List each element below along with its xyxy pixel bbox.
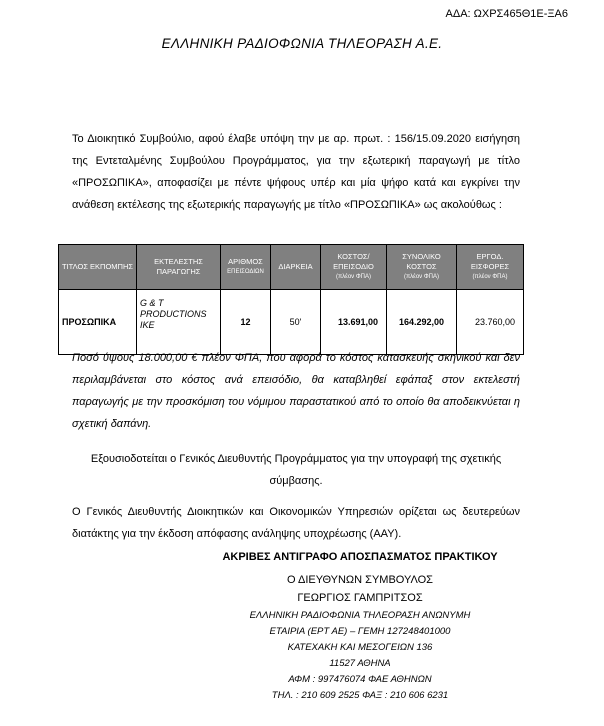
- stamp-line: ΕΛΛΗΝΙΚΗ ΡΑΔΙΟΦΩΝΙΑ ΤΗΛΕΟΡΑΣΗ ΑΝΩΝΥΜΗ: [249, 610, 471, 621]
- stamp-line: ΕΤΑΙΡΙΑ (ΕΡΤ ΑΕ) – ΓΕΜΗ 127248401000: [269, 626, 451, 637]
- header-title: ΤΙΤΛΟΣ ΕΚΠΟΜΠΗΣ: [59, 245, 137, 290]
- cell-title: ΠΡΟΣΩΠΙΚΑ: [59, 290, 137, 355]
- table-header-row: [59, 245, 524, 290]
- production-table: [58, 244, 524, 355]
- stamp-line: ΤΗΛ. : 210 609 2525 ΦΑΞ : 210 606 6231: [271, 690, 449, 701]
- stamp-line: ΚΑΤΕΧΑΚΗ ΚΑΙ ΜΕΣΟΓΕΙΩΝ 136: [287, 642, 433, 653]
- signatory-name: ΓΕΩΡΓΙΟΣ ΓΑΜΠΡΙΤΣΟΣ: [297, 592, 423, 604]
- header-contributions: ΕΡΓΟΔ. ΕΙΣΦΟΡΕΣ (πλέον ΦΠΑ): [457, 245, 524, 290]
- cell-cost-per-episode: 13.691,00: [321, 290, 387, 355]
- stamp-line: ΑΦΜ : 997476074 ΦΑΕ ΑΘΗΝΩΝ: [288, 674, 432, 685]
- authorization-paragraph: Εξουσιοδοτείται ο Γενικός Διευθυντής Προγράμματος για την υπογραφή της σχετικής σύμβασης.: [90, 453, 502, 487]
- designation-paragraph: Ο Γενικός Διευθυντής Διοικητικών και Οικονομικών Υπηρεσιών ορίζεται ως δευτερεύων διατάκτης για την έκδοση απόφασης ανάληψης υποχρέωσης (ΑΑΥ).: [72, 506, 520, 540]
- header-cost-per-episode: ΚΟΣΤΟΣ/ ΕΠΕΙΣΟΔΙΟ (πλέον ΦΠΑ): [321, 245, 387, 290]
- cell-producer: G & T PRODUCTIONS IKE: [137, 290, 221, 355]
- stamp-line: 11527 ΑΘΗΝΑ: [329, 658, 391, 669]
- organization-title: ΕΛΛΗΝΙΚΗ ΡΑΔΙΟΦΩΝΙΑ ΤΗΛΕΟΡΑΣΗ Α.Ε.: [161, 36, 443, 51]
- intro-paragraph: Το Διοικητικό Συμβούλιο, αφού έλαβε υπόψη την με αρ. πρωτ. : 156/15.09.2020 εισήγηση της Εντεταλμένης Συμβούλου Προγράμματος, για την εξωτερική παραγωγή με τίτλο «ΠΡΟΣΩΠΙΚΑ», αποφασίζει με πέντε ψήφους υπέρ και μία ψήφο κατά και εγκρίνει την ανάθεση εκτέλεσης της εξωτερικής παραγωγής με τίτλο «ΠΡΟΣΩΠΙΚΑ» ως ακολούθως :: [72, 133, 520, 211]
- cell-duration: 50': [271, 290, 321, 355]
- certified-copy-heading: ΑΚΡΙΒΕΣ ΑΝΤΙΓΡΑΦΟ ΑΠΟΣΠΑΣΜΑΤΟΣ ΠΡΑΚΤΙΚΟΥ: [222, 551, 498, 563]
- table-row: [59, 290, 524, 355]
- cell-total-cost: 164.292,00: [387, 290, 457, 355]
- header-producer: ΕΚΤΕΛΕΣΤΗΣ ΠΑΡΑΓΩΓΗΣ: [137, 245, 221, 290]
- cell-contributions: 23.760,00: [457, 290, 524, 355]
- company-stamp: [235, 608, 485, 704]
- header-episodes: ΑΡΙΘΜΟΣ ΕΠΕΙΣΟΔΙΩΝ: [221, 245, 271, 290]
- header-total-cost: ΣΥΝΟΛΙΚΟ ΚΟΣΤΟΣ (πλέον ΦΠΑ): [387, 245, 457, 290]
- signatory-role: Ο ΔΙΕΥΘΥΝΩΝ ΣΥΜΒΟΥΛΟΣ: [286, 574, 433, 586]
- header-duration: ΔΙΑΡΚΕΙΑ: [271, 245, 321, 290]
- cell-episodes: 12: [221, 290, 271, 355]
- note-paragraph: Ποσό ύψους 18.000,00 € πλέον ΦΠΑ, που αφορά το κόστος κατασκευής σκηνικού και δεν περιλαμβάνεται στο κόστος ανά επεισόδιο, θα καταβληθεί εφάπαξ στον εκτελεστή παραγωγής με την προσκόμιση του νόμιμου παραστατικού από το οποίο θα αποδεικνύεται η σχετική δαπάνη.: [72, 352, 520, 430]
- ada-code: ΑΔΑ: ΩΧΡΣ465Θ1Ε-ΞΑ6: [445, 8, 568, 20]
